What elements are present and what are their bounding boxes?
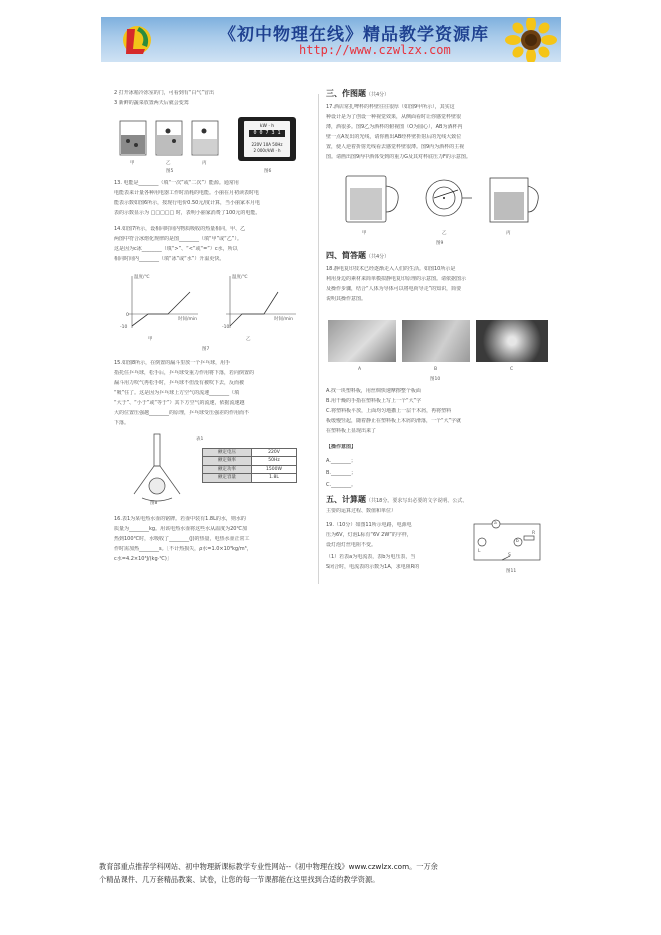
answer-blank: A.________； xyxy=(326,458,356,464)
circuit-label: R xyxy=(532,531,536,536)
sunflower-icon xyxy=(505,18,557,62)
question-15-line: “大于”、“小于”或“等于”）其下方空气的流速，依据流速越 xyxy=(114,400,245,406)
question-16-line: 质量为________kg。用该电热水壶将这些水从温度为20℃加 xyxy=(114,526,248,532)
exam-page-scan xyxy=(104,84,558,594)
fig9-sublabel: 丙 xyxy=(506,231,511,236)
kettle-spec-table xyxy=(202,448,297,483)
circuit-label: a xyxy=(494,521,497,526)
table-row: 额定容量 1.8L xyxy=(203,474,297,482)
intro-line: 2 打开冰箱冷冻室的门，可看到有“白气”冒出 xyxy=(114,90,214,96)
question-16-line: 作时需加热________s。［不计热损失，ρ水=1.0×10³kg/m³， xyxy=(114,546,252,552)
fig5-sublabel: 乙 xyxy=(166,161,171,166)
banner-title: 《初中物理在线》精品教学资源库 xyxy=(219,25,489,45)
question-15-line: 漏斗用力吹气再松手时，乒乓球不但没有被吹下去，反而被 xyxy=(114,380,245,386)
electricity-meter xyxy=(238,117,296,161)
question-18-line: 利用身边的素材来简单模拟静电复印原理的示意图。请依据图示 xyxy=(326,276,467,282)
question-16-line: c水=4.2×10³J/(kg·℃)］ xyxy=(114,556,172,562)
question-13-line: 13. 电能是________（填“一次”或“二次”）能源。通常用 xyxy=(114,180,239,186)
section-3-title: 三、作图题（共4分） xyxy=(326,89,390,98)
question-15-line: 大的位置压强越________的原理，乒乓球受压强差的作用而不 xyxy=(114,410,250,416)
graph-label: 甲 xyxy=(148,337,153,342)
question-17-line: 图。请画出图9丙中酒体受到的重力G及其对杯底压力F的示意图。 xyxy=(326,154,471,160)
fig10-sublabel: A xyxy=(358,367,362,372)
meter-reading: 0 0 7 3 1 xyxy=(249,130,285,137)
step-line: C.将塑料板平放，上面均匀地撒上一层干木屑，再将塑料 xyxy=(326,408,452,414)
step-line: 板缓慢竖起，随着静止在塑料板上木屑的滑落，一个“大”字就 xyxy=(326,418,462,424)
question-18-line: 及操作步骤，结合“人体为导体可以将电荷导走”的知识，简要 xyxy=(326,286,462,292)
figure-5-jars xyxy=(116,117,228,165)
fig9-caption: 图9 xyxy=(436,241,444,246)
column-divider xyxy=(318,94,319,584)
photo-step-a xyxy=(328,320,396,362)
table1-title: 表1 xyxy=(196,437,204,442)
question-19-line: 19.（10分）如图11所示电路，电源电 xyxy=(326,522,412,528)
section-4-title: 四、简答题（共4分） xyxy=(326,251,390,260)
question-16-line: 热到100℃时，水吸收了________(J)的热量，电热水壶正常工 xyxy=(114,536,250,542)
question-19-line: S闭合时，电流表的示数为1A，求电阻R的 xyxy=(326,564,420,570)
question-14-line: 相同时间内________（填“冰”或“水”）升温更快。 xyxy=(114,256,225,262)
circuit-label: S xyxy=(508,553,511,558)
fig10-caption: 图10 xyxy=(430,377,441,382)
question-14-line: 14.如图7所示，设相同时间内物质吸收的热量相同，甲、乙 xyxy=(114,226,246,232)
meter-unit: kW · h xyxy=(259,124,275,129)
figure-11-circuit xyxy=(468,516,548,568)
table-row: 额定电压 220V xyxy=(203,449,297,457)
question-14-line: 这是因为c冰________（填“>”、“<”或“=”）c水，所以 xyxy=(114,246,238,252)
fig5-sublabel: 丙 xyxy=(202,161,207,166)
question-14-line: 两图中符合冰熔化规律的是图________（填“甲”或“乙”）。 xyxy=(114,236,242,242)
question-13-line: 表的示数显示为 □□□□□ 时，表明小丽家消费了100元的电能。 xyxy=(114,210,261,216)
question-17-line: 种设计是为了创设一种视觉效果，从侧面看时让你感觉杯壁很 xyxy=(326,114,462,120)
graph-tick: 0 xyxy=(126,313,129,318)
question-15-line: “吸”住了。这是因为乒乓球上方空气的流速________（填 xyxy=(114,390,240,396)
fig6-caption: 图6 xyxy=(264,169,272,174)
question-13-line: 能表示数如图6所示，按现行电价0.50元/度计算，当小丽家本月电 xyxy=(114,200,261,206)
graph-ylabel: 温度/℃ xyxy=(232,275,248,280)
operation-intent-title: 【操作意图】 xyxy=(326,444,357,450)
graph-xlabel: 时间/min xyxy=(274,317,294,322)
graph-tick: -10 xyxy=(222,325,230,330)
fig9-sublabel: 乙 xyxy=(442,231,447,236)
fig10-sublabel: C xyxy=(510,367,514,372)
question-18-line: 说明其操作意图。 xyxy=(326,296,367,302)
section-5-note: 主要的运算过程、数值和单位） xyxy=(326,508,397,514)
step-line: B.用干燥的手指在塑料板上写上一个“大”字 xyxy=(326,398,422,404)
figure-8-funnel xyxy=(128,432,188,506)
step-line: 在塑料板上显现出来了 xyxy=(326,428,377,434)
circuit-label: b xyxy=(516,539,519,544)
photo-step-b xyxy=(402,320,470,362)
question-17-line: 17.酒店常扎啤杯的杯壁往往很厚（如图9甲所示），其实这 xyxy=(326,104,455,110)
fig9-sublabel: 甲 xyxy=(362,231,367,236)
graph-tick: -10 xyxy=(120,325,128,330)
question-19-line: 压为6V，灯泡L标有“6V 2W”的字样， xyxy=(326,532,412,538)
footer-promo xyxy=(99,860,569,886)
question-13-line: 电能表来计量各种用电器工作时消耗的电能。小丽在月初读表时电 xyxy=(114,190,260,196)
meter-spec: 220V 10A 50Hz xyxy=(251,142,283,147)
fig10-sublabel: B xyxy=(434,367,438,372)
question-17-line: 置，使人逆着折射光线看去感觉杯壁很薄。图9丙为酒杯的主视 xyxy=(326,144,465,150)
fig11-caption: 图11 xyxy=(506,569,517,574)
footer-line: 教育部重点推荐学科网站、初中物理新课标教学专业性网站--《初中物理在线》www.czwlzx.com。一万余 xyxy=(99,862,438,871)
graph-label: 乙 xyxy=(246,337,251,342)
site-logo-icon xyxy=(117,23,157,57)
answer-blank: B.________； xyxy=(326,470,357,476)
intro-line: 3 新鲜的蔬菜放置两天后就会变蔫 xyxy=(114,100,189,106)
question-17-line: 壁一点A发出的光线，请你画出AB经杯壁折射后的光线大致位 xyxy=(326,134,462,140)
header-banner xyxy=(101,17,561,62)
question-16-line: 16.表1为某电热水壶的铭牌。若壶中装有1.8L的水，则水的 xyxy=(114,516,246,522)
fig7-caption: 图7 xyxy=(202,347,210,352)
question-15-line: 指托住乒乓球，松手后，乒乓球受重力作用将下落，若向倒置的 xyxy=(114,370,255,376)
question-17-line: 薄，酒很多。图9乙为酒杯的俯视图（O为圆心），AB为酒杯内 xyxy=(326,124,463,130)
photo-step-c xyxy=(476,320,548,362)
graph-ylabel: 温度/℃ xyxy=(134,275,150,280)
question-15-line: 下落。 xyxy=(114,420,130,426)
question-19-line: （1）若表a为电流表，表b为电压表，当 xyxy=(326,554,416,560)
fig5-caption: 图5 xyxy=(166,169,174,174)
graph-xlabel: 时间/min xyxy=(178,317,198,322)
table-row: 额定功率 1500W xyxy=(203,465,297,473)
table-row: 额定频率 50Hz xyxy=(203,457,297,465)
step-line: A.找一块塑料板，用丝绸快速摩擦整个板面 xyxy=(326,388,421,394)
footer-line: 个精品课件、几万套精品教案、试卷，让您的每一节课都能在这里找到合适的教学资源。 xyxy=(99,875,380,884)
question-18-line: 18.静电复印技术已经逐渐走入人们的生活。如图10所示是 xyxy=(326,266,456,272)
banner-url[interactable]: http://www.czwlzx.com xyxy=(299,43,451,57)
question-15-line: 15.如图8所示，在倒置的漏斗里放一个乒乓球，用手 xyxy=(114,360,231,366)
question-19-line: 设灯泡灯丝电阻不变。 xyxy=(326,542,377,548)
answer-blank: C.________。 xyxy=(326,482,357,488)
fig8-caption: 图8 xyxy=(150,501,158,506)
fig5-sublabel: 甲 xyxy=(130,161,135,166)
circuit-label: L xyxy=(478,549,481,554)
meter-spec: 2 000r/kW · h xyxy=(253,148,281,153)
section-5-title: 五、计算题（共18分。要求写出必要的文字说明、公式、 xyxy=(326,495,468,504)
